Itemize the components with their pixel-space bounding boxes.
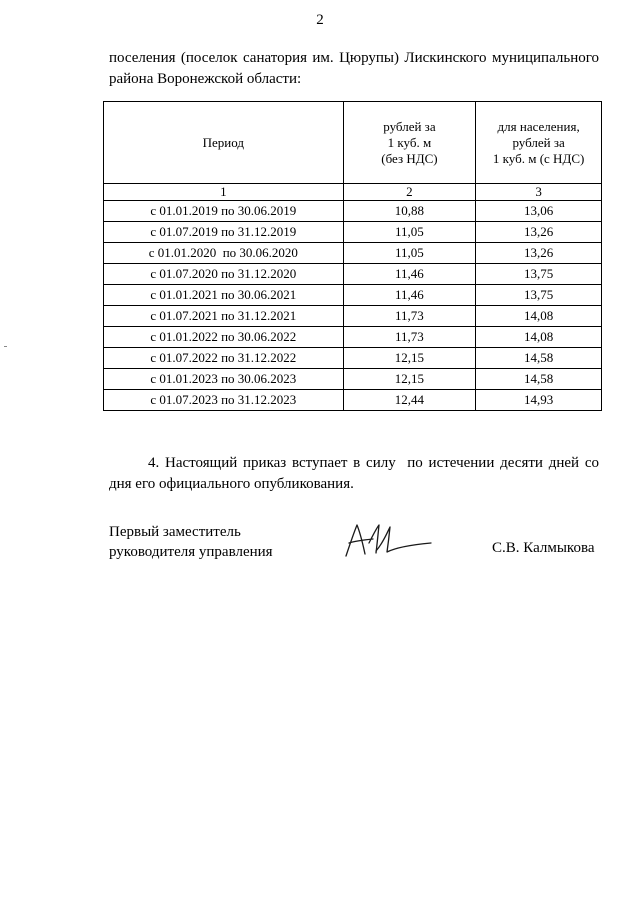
paragraph-4 bbox=[109, 453, 599, 495]
period-cell: с 01.07.2019 по 31.12.2019 bbox=[104, 222, 344, 243]
header-no-vat-line-2: 1 куб. м bbox=[387, 134, 432, 150]
table-header-row bbox=[104, 102, 602, 184]
period-cell: с 01.07.2022 по 31.12.2022 bbox=[104, 348, 344, 369]
table-row bbox=[104, 348, 602, 369]
no-vat-cell: 11,46 bbox=[343, 264, 476, 285]
period-cell: с 01.01.2023 по 30.06.2023 bbox=[104, 369, 344, 390]
period-cell: с 01.01.2022 по 30.06.2022 bbox=[104, 327, 344, 348]
period-cell: с 01.07.2020 по 31.12.2020 bbox=[104, 264, 344, 285]
period-cell: с 01.07.2021 по 31.12.2021 bbox=[104, 306, 344, 327]
intro-line-2: района Воронежской области: bbox=[109, 71, 302, 87]
with-vat-cell: 13,75 bbox=[476, 285, 602, 306]
column-number: 1 bbox=[104, 184, 344, 201]
signatory-name: С.В. Калмыкова bbox=[492, 540, 595, 556]
with-vat-cell: 13,75 bbox=[476, 264, 602, 285]
period-cell: с 01.01.2021 по 30.06.2021 bbox=[104, 285, 344, 306]
intro-line-1: поселения (поселок санатория им. Цюрупы) Лискинского муниципального bbox=[109, 50, 599, 66]
with-vat-cell: 14,08 bbox=[476, 327, 602, 348]
with-vat-cell: 13,06 bbox=[476, 201, 602, 222]
period-cell: с 01.01.2020 по 30.06.2020 bbox=[104, 243, 344, 264]
table-row bbox=[104, 369, 602, 390]
intro-text bbox=[109, 48, 599, 90]
header-no-vat bbox=[343, 102, 476, 184]
tariff-table bbox=[103, 101, 602, 411]
no-vat-cell: 12,15 bbox=[343, 369, 476, 390]
column-number: 2 bbox=[343, 184, 476, 201]
no-vat-cell: 11,46 bbox=[343, 285, 476, 306]
handwritten-signature bbox=[343, 521, 433, 559]
with-vat-cell: 14,58 bbox=[476, 348, 602, 369]
header-with-vat-line-2: рублей за bbox=[512, 134, 565, 150]
table-row bbox=[104, 285, 602, 306]
header-with-vat-line-1: для населения, bbox=[497, 118, 580, 134]
no-vat-cell: 11,73 bbox=[343, 327, 476, 348]
with-vat-cell: 14,93 bbox=[476, 390, 602, 411]
header-with-vat bbox=[476, 102, 602, 184]
table-row bbox=[104, 306, 602, 327]
period-cell: с 01.07.2023 по 31.12.2023 bbox=[104, 390, 344, 411]
no-vat-cell: 11,73 bbox=[343, 306, 476, 327]
with-vat-cell: 13,26 bbox=[476, 222, 602, 243]
table-row bbox=[104, 243, 602, 264]
no-vat-cell: 11,05 bbox=[343, 222, 476, 243]
paragraph-4-line-2: дня его официального опубликования. bbox=[109, 476, 354, 492]
no-vat-cell: 10,88 bbox=[343, 201, 476, 222]
header-with-vat-line-3: 1 куб. м (с НДС) bbox=[492, 150, 585, 166]
header-no-vat-line-3: (без НДС) bbox=[381, 150, 438, 166]
page-number: 2 bbox=[316, 12, 324, 28]
header-no-vat-line-1: рублей за bbox=[383, 118, 436, 134]
table-row bbox=[104, 390, 602, 411]
column-number-row bbox=[104, 184, 602, 201]
table-row bbox=[104, 327, 602, 348]
with-vat-cell: 13,26 bbox=[476, 243, 602, 264]
column-number: 3 bbox=[476, 184, 602, 201]
table-row bbox=[104, 222, 602, 243]
no-vat-cell: 12,15 bbox=[343, 348, 476, 369]
header-period: Период bbox=[104, 102, 344, 184]
scan-mark bbox=[4, 346, 7, 347]
signatory-title bbox=[109, 522, 273, 562]
period-cell: с 01.01.2019 по 30.06.2019 bbox=[104, 201, 344, 222]
with-vat-cell: 14,08 bbox=[476, 306, 602, 327]
signatory-title-line-2: руководителя управления bbox=[109, 544, 273, 560]
no-vat-cell: 12,44 bbox=[343, 390, 476, 411]
signatory-title-line-1: Первый заместитель bbox=[109, 524, 241, 540]
paragraph-4-line-1: 4. Настоящий приказ вступает в силу по истечении десяти дней со bbox=[148, 455, 599, 471]
no-vat-cell: 11,05 bbox=[343, 243, 476, 264]
table-row bbox=[104, 201, 602, 222]
with-vat-cell: 14,58 bbox=[476, 369, 602, 390]
table-row bbox=[104, 264, 602, 285]
